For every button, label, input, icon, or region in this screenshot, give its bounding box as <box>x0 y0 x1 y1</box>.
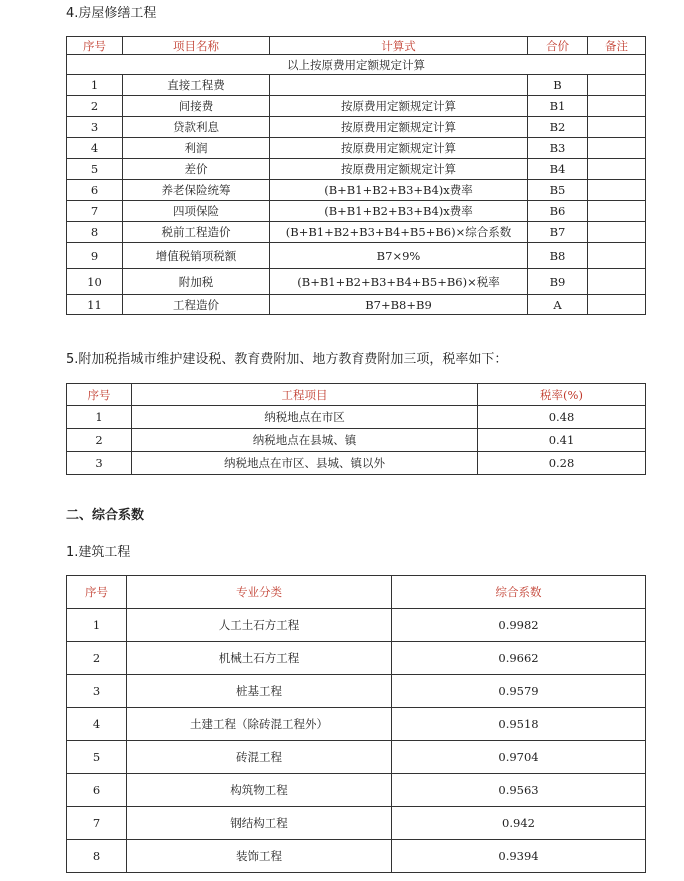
header-category: 专业分类 <box>127 576 392 609</box>
row-project: 纳税地点在市区 <box>132 406 478 429</box>
row-project: 纳税地点在县城、镇 <box>132 429 478 452</box>
row-formula: 按原费用定额规定计算 <box>270 96 528 117</box>
row-name: 工程造价 <box>123 295 270 315</box>
part-2-title: 二、综合系数 <box>66 508 145 523</box>
row-remark <box>588 243 646 269</box>
table-row <box>67 429 646 452</box>
row-rate: 0.41 <box>478 429 646 452</box>
row-category: 构筑物工程 <box>127 774 392 807</box>
table-header-row <box>67 37 646 55</box>
row-coefficient: 0.9394 <box>392 840 646 873</box>
row-seq: 7 <box>67 201 123 222</box>
table-row <box>67 138 646 159</box>
row-category: 钢结构工程 <box>127 807 392 840</box>
header-project: 工程项目 <box>132 384 478 406</box>
row-coefficient: 0.9579 <box>392 675 646 708</box>
row-category: 装饰工程 <box>127 840 392 873</box>
section-4-title: 4.房屋修缮工程 <box>66 6 157 21</box>
header-coefficient: 综合系数 <box>392 576 646 609</box>
row-coefficient: 0.9704 <box>392 741 646 774</box>
row-seq: 3 <box>67 675 127 708</box>
row-formula: 按原费用定额规定计算 <box>270 117 528 138</box>
row-seq: 6 <box>67 774 127 807</box>
row-code: B <box>528 75 588 96</box>
table-row <box>67 807 646 840</box>
header-remark: 备注 <box>588 37 646 55</box>
row-remark <box>588 201 646 222</box>
row-formula: 按原费用定额规定计算 <box>270 159 528 180</box>
table-row <box>67 180 646 201</box>
row-name: 利润 <box>123 138 270 159</box>
table-header-row <box>67 576 646 609</box>
row-formula: (B+B1+B2+B3+B4+B5+B6)×综合系数 <box>270 222 528 243</box>
row-formula <box>270 75 528 96</box>
header-item-name: 项目名称 <box>123 37 270 55</box>
row-seq: 6 <box>67 180 123 201</box>
row-seq: 8 <box>67 222 123 243</box>
table-row <box>67 243 646 269</box>
row-remark <box>588 269 646 295</box>
row-seq: 2 <box>67 96 123 117</box>
table-row <box>67 609 646 642</box>
row-remark <box>588 96 646 117</box>
row-category: 桩基工程 <box>127 675 392 708</box>
row-seq: 9 <box>67 243 123 269</box>
table-row <box>67 675 646 708</box>
section-5-title: 5.附加税指城市维护建设税、教育费附加、地方教育费附加三项，税率如下： <box>66 352 508 367</box>
row-seq: 7 <box>67 807 127 840</box>
surtax-rate-table <box>66 383 646 475</box>
table-row <box>67 295 646 315</box>
row-formula: (B+B1+B2+B3+B4)x费率 <box>270 201 528 222</box>
row-category: 机械土石方工程 <box>127 642 392 675</box>
row-name: 差价 <box>123 159 270 180</box>
table-row <box>67 452 646 475</box>
row-code: B3 <box>528 138 588 159</box>
row-seq: 5 <box>67 159 123 180</box>
row-seq: 8 <box>67 840 127 873</box>
row-name: 增值税销项税额 <box>123 243 270 269</box>
row-remark <box>588 159 646 180</box>
row-seq: 10 <box>67 269 123 295</box>
table-row <box>67 117 646 138</box>
row-remark <box>588 138 646 159</box>
table-row <box>67 774 646 807</box>
row-name: 贷款利息 <box>123 117 270 138</box>
row-category: 土建工程（除砖混工程外） <box>127 708 392 741</box>
row-code: B9 <box>528 269 588 295</box>
row-code: B5 <box>528 180 588 201</box>
row-coefficient: 0.9563 <box>392 774 646 807</box>
row-code: B4 <box>528 159 588 180</box>
row-rate: 0.48 <box>478 406 646 429</box>
table-row <box>67 201 646 222</box>
row-name: 四项保险 <box>123 201 270 222</box>
row-formula: 按原费用定额规定计算 <box>270 138 528 159</box>
row-coefficient: 0.9662 <box>392 642 646 675</box>
table-row <box>67 840 646 873</box>
row-seq: 1 <box>67 406 132 429</box>
header-seq: 序号 <box>67 37 123 55</box>
row-seq: 4 <box>67 138 123 159</box>
header-seq: 序号 <box>67 384 132 406</box>
table-row <box>67 708 646 741</box>
row-formula: (B+B1+B2+B3+B4)x费率 <box>270 180 528 201</box>
building-coefficient-table <box>66 575 646 873</box>
row-name: 税前工程造价 <box>123 222 270 243</box>
span-note-row <box>67 55 646 75</box>
row-coefficient: 0.942 <box>392 807 646 840</box>
row-seq: 3 <box>67 452 132 475</box>
table-row <box>67 406 646 429</box>
row-name: 附加税 <box>123 269 270 295</box>
row-code: B8 <box>528 243 588 269</box>
row-seq: 2 <box>67 642 127 675</box>
table-row <box>67 159 646 180</box>
span-note: 以上按原费用定额规定计算 <box>67 55 646 75</box>
row-coefficient: 0.9982 <box>392 609 646 642</box>
table-header-row <box>67 384 646 406</box>
row-seq: 2 <box>67 429 132 452</box>
row-category: 人工土石方工程 <box>127 609 392 642</box>
table-row <box>67 75 646 96</box>
row-name: 间接费 <box>123 96 270 117</box>
row-remark <box>588 180 646 201</box>
row-formula: (B+B1+B2+B3+B4+B5+B6)×税率 <box>270 269 528 295</box>
row-seq: 1 <box>67 75 123 96</box>
header-seq: 序号 <box>67 576 127 609</box>
header-tax-rate: 税率(%) <box>478 384 646 406</box>
header-formula: 计算式 <box>270 37 528 55</box>
table-row <box>67 642 646 675</box>
row-remark <box>588 117 646 138</box>
row-seq: 3 <box>67 117 123 138</box>
row-category: 砖混工程 <box>127 741 392 774</box>
subsection-1-title: 1.建筑工程 <box>66 545 131 560</box>
row-seq: 11 <box>67 295 123 315</box>
table-row <box>67 96 646 117</box>
row-code: B1 <box>528 96 588 117</box>
row-rate: 0.28 <box>478 452 646 475</box>
row-code: B6 <box>528 201 588 222</box>
row-name: 直接工程费 <box>123 75 270 96</box>
row-coefficient: 0.9518 <box>392 708 646 741</box>
row-code: A <box>528 295 588 315</box>
table-row <box>67 269 646 295</box>
row-remark <box>588 222 646 243</box>
table-row <box>67 741 646 774</box>
row-name: 养老保险统筹 <box>123 180 270 201</box>
row-seq: 4 <box>67 708 127 741</box>
row-remark <box>588 295 646 315</box>
row-formula: B7+B8+B9 <box>270 295 528 315</box>
row-code: B2 <box>528 117 588 138</box>
header-total: 合价 <box>528 37 588 55</box>
row-code: B7 <box>528 222 588 243</box>
row-seq: 1 <box>67 609 127 642</box>
row-seq: 5 <box>67 741 127 774</box>
repair-cost-table <box>66 36 646 315</box>
row-remark <box>588 75 646 96</box>
row-project: 纳税地点在市区、县城、镇以外 <box>132 452 478 475</box>
table-row <box>67 222 646 243</box>
row-formula: B7×9% <box>270 243 528 269</box>
